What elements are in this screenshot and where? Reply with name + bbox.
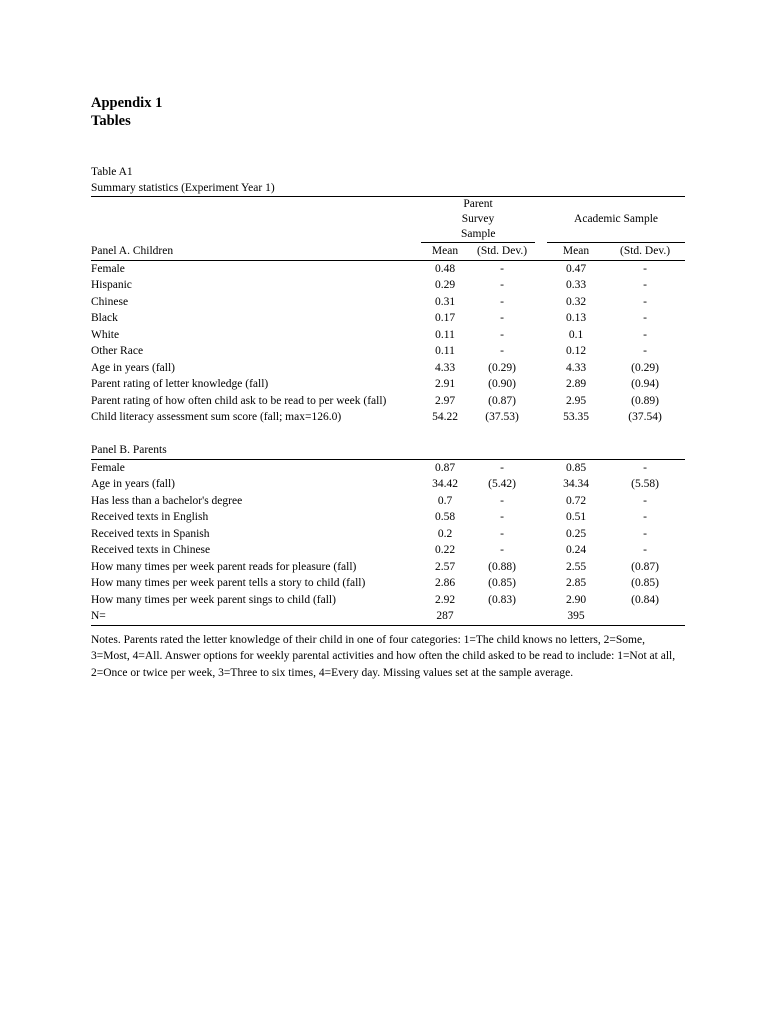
row-label: Hispanic (91, 279, 132, 291)
ac-mean-cell: 0.33 (565, 279, 587, 291)
ac-n-cell: 395 (547, 608, 605, 625)
row-label: Black (91, 312, 118, 324)
gap-cell (535, 476, 547, 493)
ac-mean-cell: 0.47 (565, 262, 587, 275)
gap-cell (535, 592, 547, 609)
table-row (91, 360, 685, 377)
table-row (91, 294, 685, 311)
ps-sd-cell: (0.87) (488, 394, 516, 407)
panel-b-title: Panel B. Parents (91, 442, 685, 459)
ps-mean-cell: 34.42 (432, 478, 458, 490)
ps-mean-cell: 0.87 (434, 461, 456, 474)
ps-sd-cell: - (500, 461, 504, 474)
ps-mean-cell: 0.58 (434, 511, 456, 523)
table-row (91, 459, 685, 476)
ps-sd-cell: - (500, 511, 504, 523)
row-label: How many times per week parent sings to child (fall) (91, 593, 336, 606)
gap-cell (535, 310, 547, 327)
table-row (91, 409, 685, 426)
sample-size-row (91, 608, 685, 625)
ac-sd-cell: (5.58) (631, 478, 659, 490)
table-label: Table A1 (91, 166, 133, 178)
ps-mean-cell: 2.91 (434, 378, 456, 390)
gap-cell (535, 360, 547, 377)
gap-cell (535, 542, 547, 559)
ac-mean-cell: 2.95 (565, 394, 587, 407)
gap-cell (535, 409, 547, 426)
parent-survey-group-header: Parent Survey Sample (421, 197, 535, 243)
table-row (91, 559, 685, 576)
ps-sd-cell: (0.85) (488, 577, 516, 589)
row-label: How many times per week parent tells a story to child (fall) (91, 577, 366, 589)
ac-sd-cell: - (643, 328, 647, 341)
ps-mean-cell: 0.22 (434, 544, 456, 556)
row-label: Parent rating of how often child ask to be read to per week (fall) (91, 394, 387, 407)
panel-b-title-row (91, 442, 685, 459)
ps-sd-cell: (0.29) (488, 361, 516, 374)
ps-sd-cell: - (500, 345, 504, 357)
row-label: Chinese (91, 295, 129, 308)
empty-cell (469, 608, 535, 625)
table-row (91, 260, 685, 277)
gap-cell (535, 277, 547, 294)
table-notes: Notes. Parents rated the letter knowledge of their child in one of four categories: 1=The child knows no letters, 2=Some, 3=Most, 4=All. Answer options for weekly parental activities and how often the child asked to be read to include: 1=Not at all, 2=Once or twice per week, 3=Three to six times, 4=Every day. Missing values set at the sample average. (91, 633, 676, 679)
ps-sd-cell: (5.42) (488, 478, 516, 490)
row-label: Child literacy assessment sum score (fall; max=126.0) (91, 411, 342, 423)
ac-sd-cell: (0.85) (631, 577, 659, 589)
ac-sd-cell: (0.89) (631, 394, 659, 407)
ac-sd-cell: - (643, 511, 647, 523)
ac-sd-cell: - (643, 279, 647, 291)
ps-sd-cell: - (500, 527, 504, 540)
ac-mean-cell: 0.12 (565, 345, 587, 357)
ac-mean-cell: 0.72 (565, 494, 587, 507)
ps-mean-cell: 0.48 (434, 262, 456, 275)
gap-cell (535, 575, 547, 592)
ps-mean-cell: 0.29 (434, 279, 456, 291)
ps-sd-cell: - (500, 279, 504, 291)
ps-sd-cell: (0.90) (488, 378, 516, 390)
ac-sd-cell: - (643, 527, 647, 540)
gap-cell (535, 327, 547, 344)
ps-mean-header: Mean (421, 243, 469, 261)
ps-mean-cell: 4.33 (434, 361, 456, 374)
ps-mean-cell: 0.31 (434, 295, 456, 308)
ps-mean-cell: 2.86 (434, 577, 456, 589)
ac-mean-cell: 2.55 (565, 560, 587, 573)
gap-cell (535, 559, 547, 576)
column-header-row (91, 243, 685, 261)
academic-group-header: Academic Sample (547, 197, 685, 243)
summary-statistics-table (91, 196, 685, 626)
row-label: Female (91, 262, 125, 275)
ac-sd-cell: - (643, 461, 647, 474)
gap-cell (535, 509, 547, 526)
ps-sd-cell: - (500, 328, 504, 341)
ac-sd-cell: (37.54) (628, 411, 662, 423)
row-label: White (91, 328, 120, 341)
table-row (91, 509, 685, 526)
ps-sd-cell: - (500, 494, 504, 507)
row-label: Age in years (fall) (91, 478, 175, 490)
spacer-cell (91, 426, 685, 443)
ps-sd-cell: - (500, 312, 504, 324)
ps-mean-cell: 0.2 (437, 527, 453, 540)
gap-cell (535, 393, 547, 410)
panel-a-title: Panel A. Children (91, 243, 421, 261)
ps-sd-cell: (0.83) (488, 593, 516, 606)
ac-sd-cell: - (643, 295, 647, 308)
ac-mean-cell: 0.1 (568, 328, 584, 341)
ps-n-cell: 287 (421, 608, 469, 625)
table-row (91, 575, 685, 592)
gap-cell (535, 294, 547, 311)
ac-mean-cell: 0.32 (565, 295, 587, 308)
group-header-row (91, 197, 685, 243)
ps-sd-cell: - (500, 295, 504, 308)
ps-mean-cell: 0.11 (435, 328, 455, 341)
table-row (91, 393, 685, 410)
ac-sd-cell: - (643, 312, 647, 324)
ac-mean-cell: 0.24 (565, 544, 587, 556)
gap-cell (535, 493, 547, 510)
ps-sd-cell: (37.53) (485, 411, 519, 423)
ac-mean-cell: 0.25 (565, 527, 587, 540)
row-label: Parent rating of letter knowledge (fall) (91, 378, 269, 390)
ac-sd-cell: (0.84) (631, 593, 659, 606)
ac-sd-cell: - (643, 494, 647, 507)
gap-cell (535, 260, 547, 277)
ps-mean-cell: 2.97 (434, 394, 456, 407)
ac-sd-cell: (0.29) (631, 361, 659, 374)
empty-cell (605, 608, 685, 625)
ps-sd-header: (Std. Dev.) (469, 243, 535, 261)
ac-mean-cell: 53.35 (563, 411, 589, 423)
ac-sd-cell: - (643, 262, 647, 275)
table-row (91, 327, 685, 344)
row-label: Received texts in Spanish (91, 527, 210, 540)
ac-sd-header: (Std. Dev.) (605, 243, 685, 261)
ac-sd-cell: - (643, 345, 647, 357)
table-row (91, 542, 685, 559)
ps-sd-cell: - (500, 262, 504, 275)
n-label: N= (91, 608, 421, 625)
ps-sd-cell: - (500, 544, 504, 556)
ac-mean-cell: 4.33 (565, 361, 587, 374)
tables-title: Tables (91, 113, 131, 129)
row-label: Female (91, 461, 125, 474)
row-label: Other Race (91, 345, 144, 357)
ac-mean-cell: 0.13 (565, 312, 587, 324)
gap-cell (535, 343, 547, 360)
ps-mean-cell: 54.22 (432, 411, 458, 423)
table-row (91, 277, 685, 294)
table-row (91, 526, 685, 543)
ps-mean-cell: 0.11 (435, 345, 455, 357)
table-row (91, 343, 685, 360)
ac-sd-cell: (0.87) (631, 560, 659, 573)
row-label: Received texts in English (91, 511, 209, 523)
appendix-heading (91, 94, 691, 130)
table-row (91, 476, 685, 493)
table-row (91, 592, 685, 609)
row-label: Received texts in Chinese (91, 544, 211, 556)
appendix-title: Appendix 1 (91, 95, 163, 111)
ps-mean-cell: 2.92 (434, 593, 456, 606)
ac-mean-cell: 2.89 (565, 378, 587, 390)
table-caption: Summary statistics (Experiment Year 1) (91, 182, 275, 194)
table-row (91, 376, 685, 393)
row-label: Has less than a bachelor's degree (91, 494, 243, 507)
ac-mean-cell: 2.85 (565, 577, 587, 589)
ac-sd-cell: (0.94) (631, 378, 659, 390)
row-label: Age in years (fall) (91, 361, 175, 374)
gap-cell (535, 459, 547, 476)
ac-mean-cell: 34.34 (563, 478, 589, 490)
ac-mean-cell: 0.51 (565, 511, 587, 523)
ps-mean-cell: 2.57 (434, 560, 456, 573)
ps-mean-cell: 0.7 (437, 494, 453, 507)
gap-cell (535, 376, 547, 393)
gap-cell (535, 608, 547, 625)
ps-sd-cell: (0.88) (488, 560, 516, 573)
ac-mean-cell: 0.85 (565, 461, 587, 474)
table-row (91, 310, 685, 327)
ac-mean-cell: 2.90 (565, 593, 587, 606)
document-page (91, 94, 691, 681)
table-row (91, 493, 685, 510)
row-label: How many times per week parent reads for pleasure (fall) (91, 560, 357, 573)
ps-mean-cell: 0.17 (434, 312, 456, 324)
panel-spacer (91, 426, 685, 443)
gap-cell (535, 526, 547, 543)
ac-sd-cell: - (643, 544, 647, 556)
ac-mean-header: Mean (547, 243, 605, 261)
